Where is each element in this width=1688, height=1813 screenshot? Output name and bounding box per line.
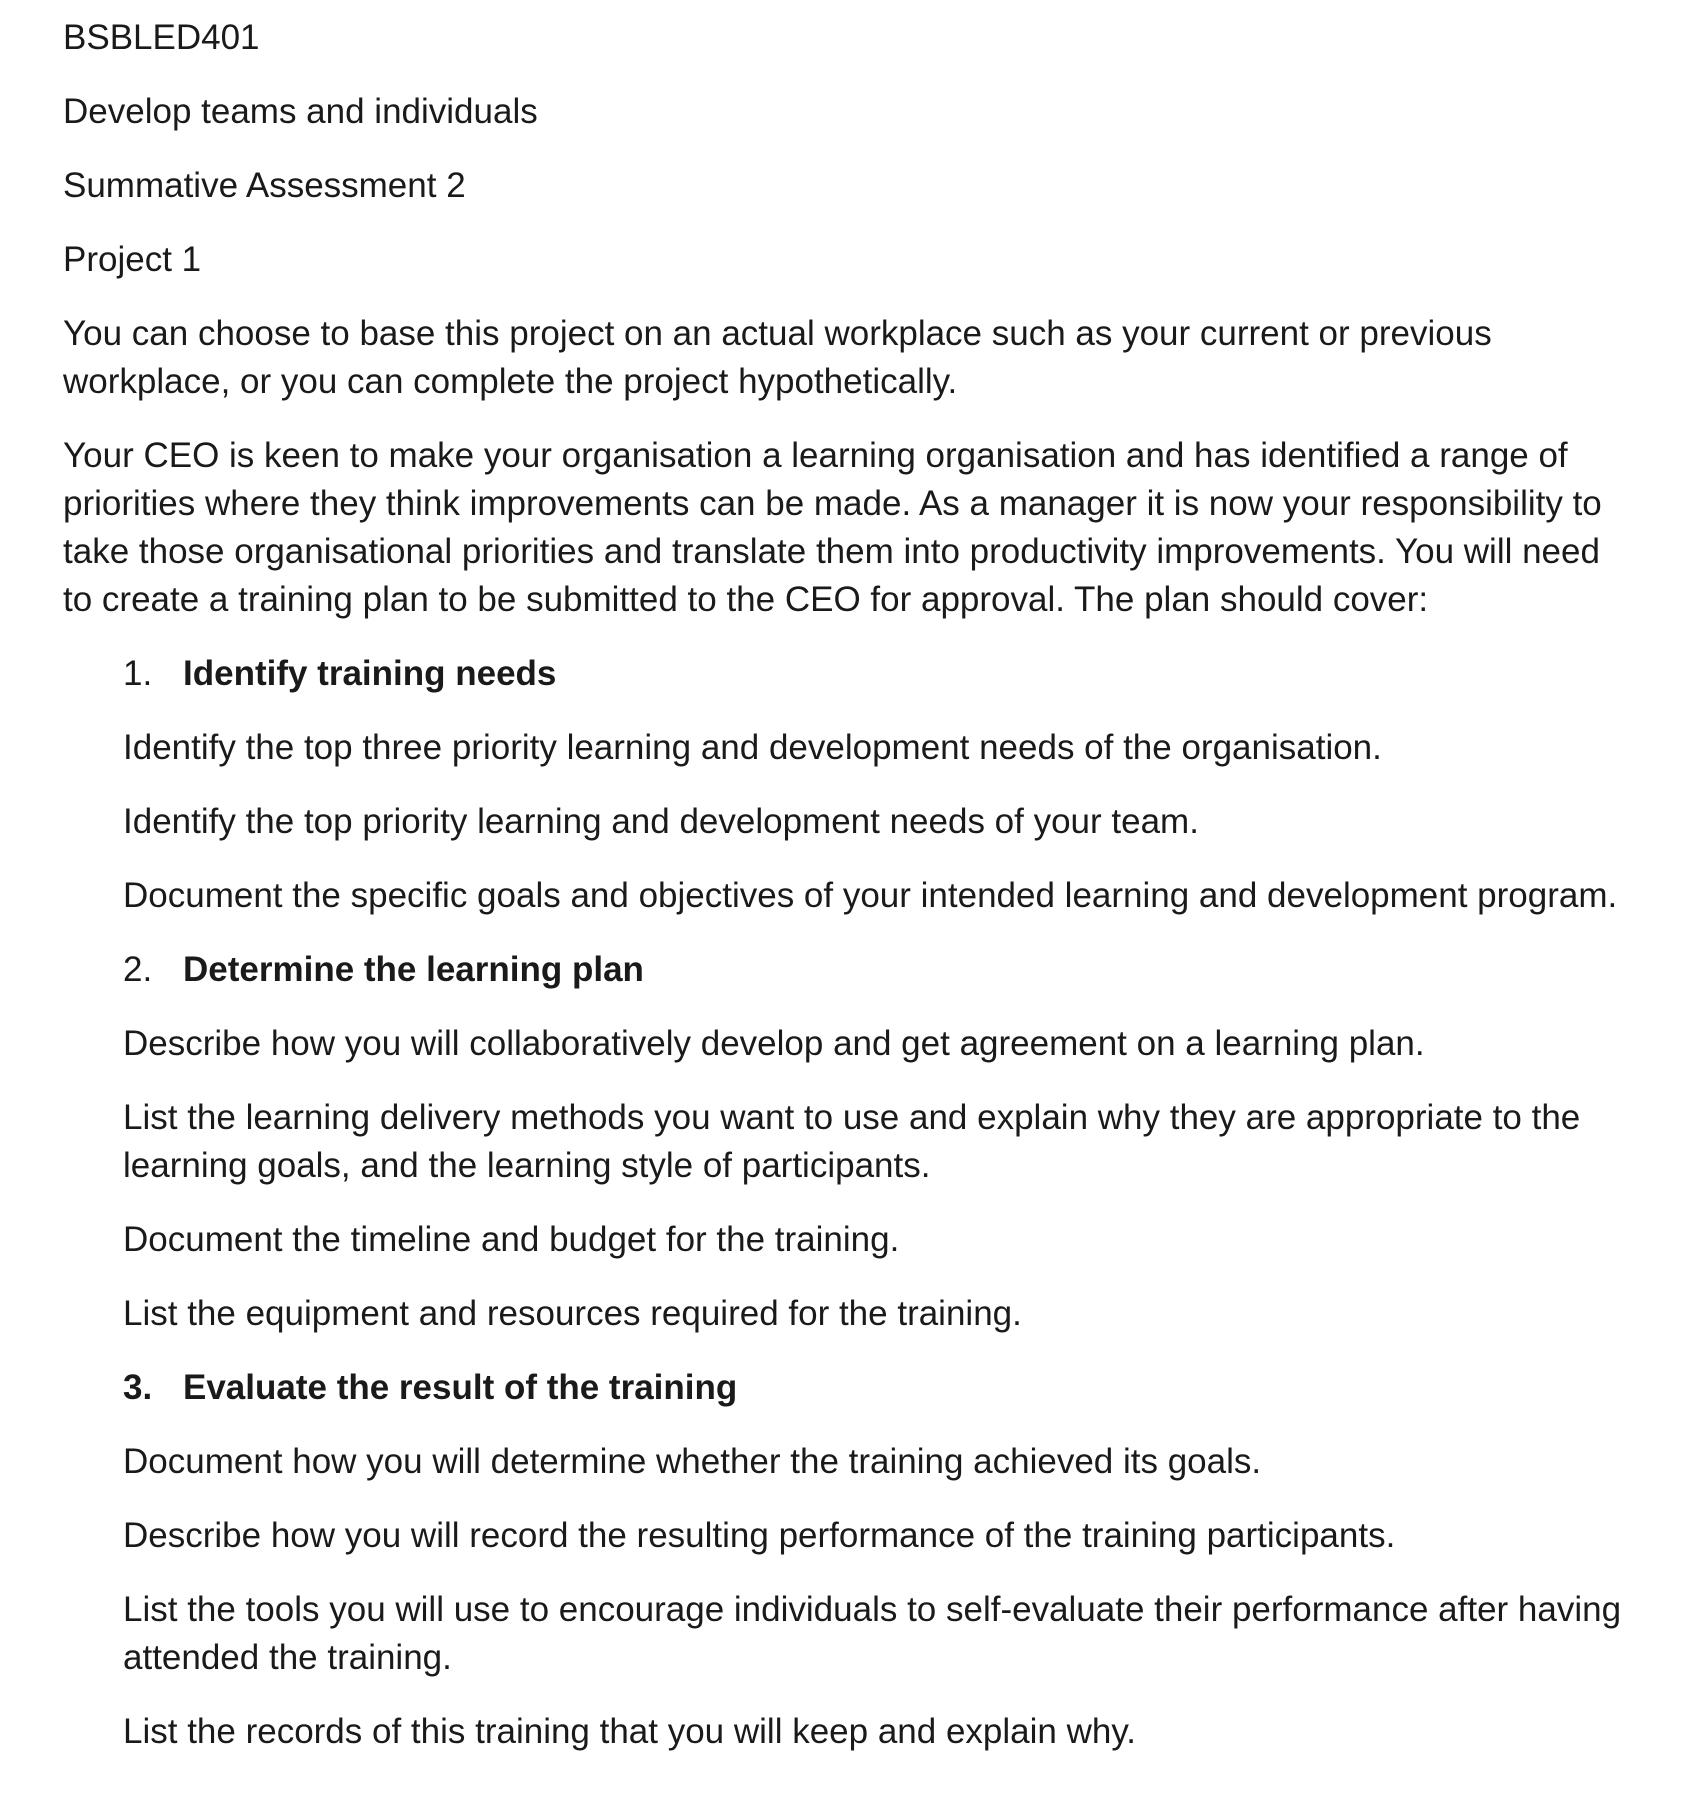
section-1-item-2: Identify the top priority learning and development needs of your team. [123, 802, 1199, 841]
intro-paragraph-2: Your CEO is keen to make your organisation a learning organisation and has identified a range of priorities where they think improvements can be made. As a manager it is now your responsibility to take those organisational priorities and translate them into productivity improvements. You will need to create a training plan to be submitted to the CEO for approval. The plan should cover: [63, 436, 1602, 619]
section-1-item-1: Identify the top three priority learning and development needs of the organisation. [123, 728, 1382, 767]
section-3-item-1: Document how you will determine whether the training achieved its goals. [123, 1442, 1262, 1481]
unit-code: BSBLED401 [63, 18, 260, 57]
intro-paragraph-1: You can choose to base this project on an actual workplace such as your current or previous workplace, or you can complete the project hypothetically. [63, 314, 1492, 401]
section-3-title: Evaluate the result of the training [183, 1368, 738, 1407]
assessment-title: Summative Assessment 2 [63, 166, 466, 205]
project-title: Project 1 [63, 240, 202, 279]
section-1-heading [123, 650, 1623, 698]
section-2-item-4: List the equipment and resources required for the training. [123, 1294, 1022, 1333]
section-3-number: 3. [123, 1368, 153, 1407]
section-1-number: 1. [123, 654, 153, 693]
section-2-item-1: Describe how you will collaboratively develop and get agreement on a learning plan. [123, 1024, 1425, 1063]
section-3-heading [123, 1364, 1623, 1412]
section-2-number: 2. [123, 950, 153, 989]
unit-title: Develop teams and individuals [63, 92, 538, 131]
section-1-title: Identify training needs [183, 654, 557, 693]
section-2-title: Determine the learning plan [183, 950, 644, 989]
section-3-item-2: Describe how you will record the resulting performance of the training participants. [123, 1516, 1396, 1555]
section-3-item-4: List the records of this training that you will keep and explain why. [123, 1712, 1136, 1751]
section-2-item-2: List the learning delivery methods you want to use and explain why they are appropriate to the learning goals, and the learning style of participants. [123, 1098, 1581, 1185]
document-page [63, 14, 1623, 1782]
section-2-item-3: Document the timeline and budget for the training. [123, 1220, 900, 1259]
section-2-heading [123, 946, 1623, 994]
section-1-item-3: Document the specific goals and objectives of your intended learning and development program. [123, 876, 1618, 915]
section-3-item-3: List the tools you will use to encourage individuals to self-evaluate their performance after having attended the training. [123, 1590, 1622, 1677]
